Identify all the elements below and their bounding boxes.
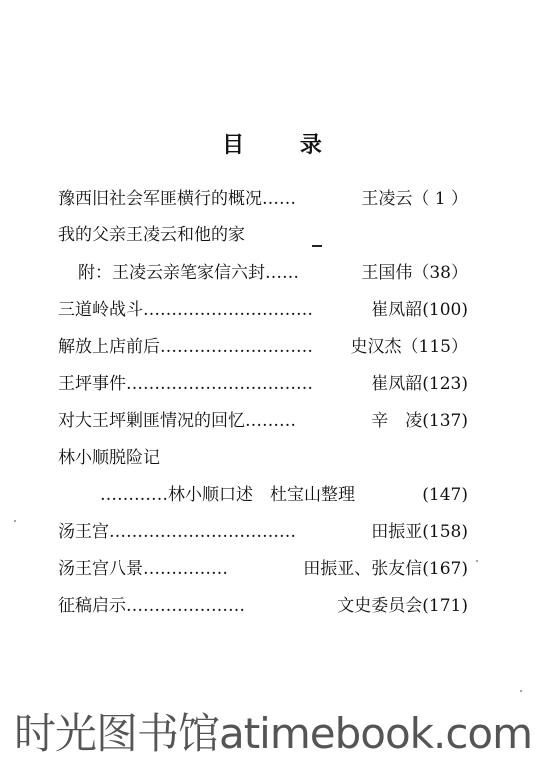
toc-entry-author-page: 田振亚(158) [371, 522, 468, 542]
toc-entry [58, 556, 468, 582]
toc-entry-author-page: 辛 凌(137) [371, 411, 468, 431]
toc-entry-title: 征稿启示………………… [58, 596, 245, 616]
stray-ink-mark [312, 245, 322, 247]
toc-entry-author-page: 王凌云（ 1 ） [361, 189, 468, 209]
toc-entry-title: 汤王宫…………………………… [58, 522, 296, 542]
toc-entry [58, 297, 468, 323]
scan-speck [520, 690, 522, 692]
title-char-2: 录 [299, 133, 324, 158]
toc-entry-author-page: 崔凤韶(100) [371, 300, 468, 320]
toc-entry [58, 482, 468, 508]
toc-entry-author-page: 王国伟（38） [361, 263, 468, 283]
toc-entry-title: 王坪事件…………………………… [58, 374, 313, 394]
toc-entry [58, 445, 468, 471]
toc-entry [58, 593, 468, 619]
scan-speck [476, 560, 478, 562]
toc-entry-title: 对大王坪剿匪情况的回忆……… [58, 411, 296, 431]
title-char-1: 目 [222, 133, 247, 158]
toc-entry [58, 186, 468, 212]
toc-entry [58, 408, 468, 434]
toc-entry-title: 汤王宫八景…………… [58, 559, 228, 579]
toc-entry [58, 222, 468, 248]
toc-entry-author-page: (147) [422, 485, 468, 505]
scan-speck [14, 520, 16, 522]
toc-entry [58, 519, 468, 545]
toc-entry-author-page: 田振亚、张友信(167) [303, 559, 468, 579]
toc-entry [58, 371, 468, 397]
toc-entry-author-page: 文史委员会(171) [337, 596, 468, 616]
toc-entry-title: 豫西旧社会军匪横行的概况…… [58, 189, 296, 209]
toc-entry-author-page: 崔凤韶(123) [371, 374, 468, 394]
toc-entry-title: 三道岭战斗………………………… [58, 300, 313, 320]
toc-entry-title: 林小顺脱险记 [58, 448, 160, 468]
toc-entry [58, 260, 468, 286]
toc-entry [58, 334, 468, 360]
toc-entry-title: 附：王凌云亲笔家信六封…… [78, 263, 299, 283]
toc-entry-title: 我的父亲王凌云和他的家 [58, 225, 245, 245]
toc-entry-title: …………林小顺口述 杜宝山整理 [100, 485, 355, 505]
toc-entry-author-page: 史汉杰（115） [350, 337, 468, 357]
watermark-text: 时光图书馆atimebook.com [13, 709, 533, 758]
page-title [0, 128, 546, 159]
toc-entry-title: 解放上店前后……………………… [58, 337, 313, 357]
